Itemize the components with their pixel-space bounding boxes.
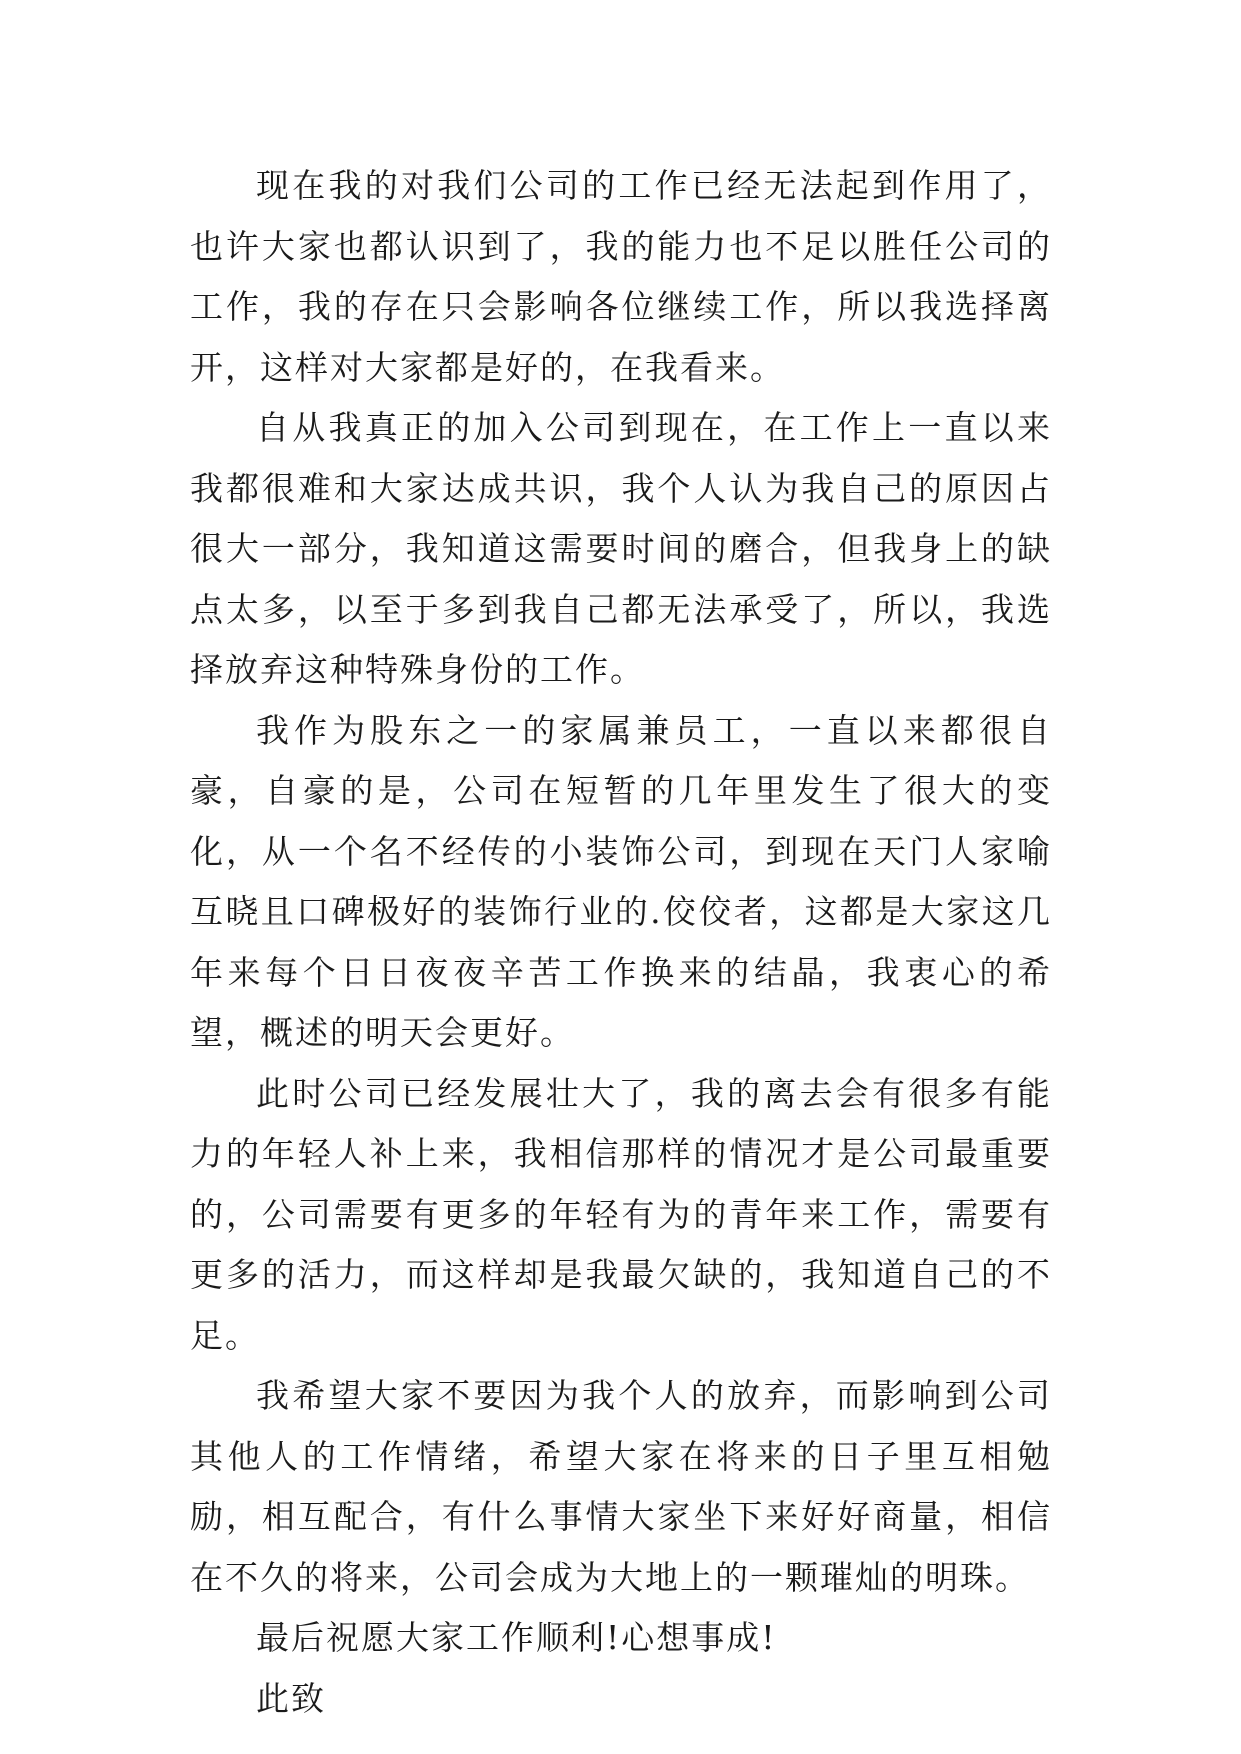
paragraph-4: 此时公司已经发展壮大了，我的离去会有很多有能力的年轻人补上来，我相信那样的情况才是公司最重要的，公司需要有更多的年轻有为的青年来工作，需要有更多的活力，而这样却是我最欠缺的，我知道自己的不足。 — [190, 1073, 1052, 1355]
paragraph-2: 自从我真正的加入公司到现在，在工作上一直以来我都很难和大家达成共识，我个人认为我自己的原因占很大一部分，我知道这需要时间的磨合，但我身上的缺点太多，以至于多到我自己都无法承受了，所以，我选择放弃这种特殊身份的工作。 — [190, 408, 1052, 689]
closing-wish: 最后祝愿大家工作顺利!心想事成! — [256, 1618, 777, 1657]
salutation: 此致 — [256, 1678, 326, 1718]
letter-body — [190, 156, 1052, 1729]
paragraph-1: 现在我的对我们公司的工作已经无法起到作用了，也许大家也都认识到了，我的能力也不足以胜任公司的工作，我的存在只会影响各位继续工作，所以我选择离开，这样对大家都是好的，在我看来。 — [190, 166, 1052, 387]
paragraph-5: 我希望大家不要因为我个人的放弃，而影响到公司其他人的工作情绪，希望大家在将来的日子里互相勉励，相互配合，有什么事情大家坐下来好好商量，相信在不久的将来，公司会成为大地上的一颗璀灿的明珠。 — [190, 1376, 1052, 1597]
paragraph-3: 我作为股东之一的家属兼员工，一直以来都很自豪，自豪的是，公司在短暂的几年里发生了很大的变化，从一个名不经传的小装饰公司，到现在天门人家喻互晓且口碑极好的装饰行业的.佼佼者，这都是大家这几年来每个日日夜夜辛苦工作换来的结晶，我衷心的希望，概述的明天会更好。 — [190, 710, 1052, 1052]
